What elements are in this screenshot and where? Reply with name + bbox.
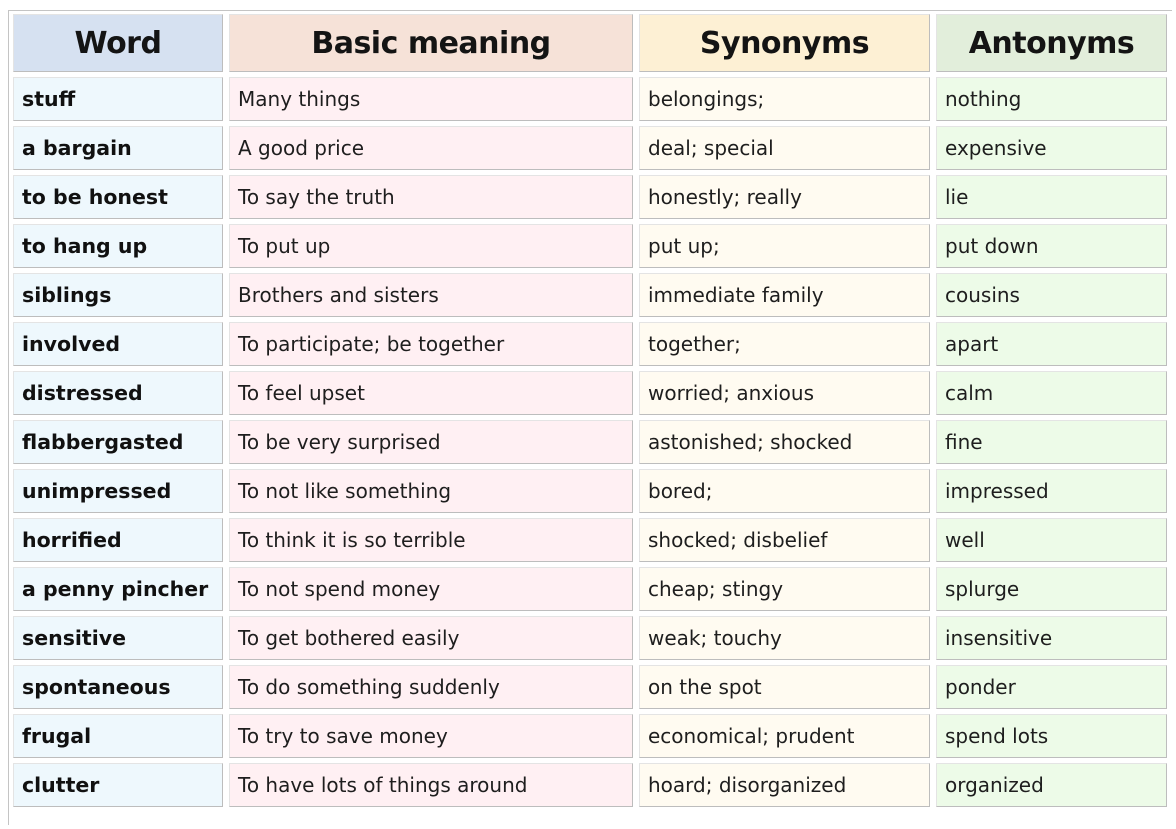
cell-antonyms: put down — [936, 224, 1167, 268]
table-row — [10, 516, 1170, 565]
header-antonyms: Antonyms — [936, 14, 1167, 72]
cell-synonyms: economical; prudent — [639, 714, 930, 758]
table-header — [10, 12, 1170, 75]
table-row — [10, 614, 1170, 663]
cell-word: flabbergasted — [13, 420, 223, 464]
cell-antonyms: fine — [936, 420, 1167, 464]
cell-synonyms: honestly; really — [639, 175, 930, 219]
cell-synonyms: worried; anxious — [639, 371, 930, 415]
table-row — [10, 320, 1170, 369]
header-synonyms: Synonyms — [639, 14, 930, 72]
cell-synonyms: shocked; disbelief — [639, 518, 930, 562]
cell-word: frugal — [13, 714, 223, 758]
cell-basic-meaning: To participate; be together — [229, 322, 633, 366]
table-body — [10, 75, 1170, 810]
cell-synonyms: cheap; stingy — [639, 567, 930, 611]
cell-synonyms: immediate family — [639, 273, 930, 317]
cell-synonyms: hoard; disorganized — [639, 763, 930, 807]
cell-word: sensitive — [13, 616, 223, 660]
cell-word: to hang up — [13, 224, 223, 268]
cell-basic-meaning: To try to save money — [229, 714, 633, 758]
cell-antonyms: well — [936, 518, 1167, 562]
cell-basic-meaning: Brothers and sisters — [229, 273, 633, 317]
cell-basic-meaning: To be very surprised — [229, 420, 633, 464]
cell-word: a penny pincher — [13, 567, 223, 611]
cell-antonyms: lie — [936, 175, 1167, 219]
cell-word: a bargain — [13, 126, 223, 170]
table-row — [10, 369, 1170, 418]
cell-synonyms: deal; special — [639, 126, 930, 170]
vocabulary-table — [10, 12, 1170, 810]
table-row — [10, 565, 1170, 614]
cell-synonyms: on the spot — [639, 665, 930, 709]
cell-antonyms: spend lots — [936, 714, 1167, 758]
cell-word: siblings — [13, 273, 223, 317]
cell-synonyms: weak; touchy — [639, 616, 930, 660]
cell-basic-meaning: A good price — [229, 126, 633, 170]
cell-word: distressed — [13, 371, 223, 415]
cell-basic-meaning: To put up — [229, 224, 633, 268]
cell-basic-meaning: To do something suddenly — [229, 665, 633, 709]
cell-basic-meaning: To have lots of things around — [229, 763, 633, 807]
cell-word: stuff — [13, 77, 223, 121]
cell-basic-meaning: To think it is so terrible — [229, 518, 633, 562]
cell-word: involved — [13, 322, 223, 366]
cell-antonyms: cousins — [936, 273, 1167, 317]
header-word: Word — [13, 14, 223, 72]
cell-word: spontaneous — [13, 665, 223, 709]
table-row — [10, 173, 1170, 222]
cell-basic-meaning: To not like something — [229, 469, 633, 513]
cell-synonyms: bored; — [639, 469, 930, 513]
cell-antonyms: organized — [936, 763, 1167, 807]
cell-antonyms: apart — [936, 322, 1167, 366]
header-basic-meaning: Basic meaning — [229, 14, 633, 72]
cell-synonyms: astonished; shocked — [639, 420, 930, 464]
cell-antonyms: expensive — [936, 126, 1167, 170]
cell-synonyms: together; — [639, 322, 930, 366]
table-row — [10, 271, 1170, 320]
cell-word: clutter — [13, 763, 223, 807]
table-row — [10, 712, 1170, 761]
cell-basic-meaning: Many things — [229, 77, 633, 121]
cell-word: horrified — [13, 518, 223, 562]
cell-basic-meaning: To not spend money — [229, 567, 633, 611]
cell-antonyms: ponder — [936, 665, 1167, 709]
cell-word: to be honest — [13, 175, 223, 219]
table-row — [10, 663, 1170, 712]
header-row — [10, 12, 1170, 75]
table-row — [10, 418, 1170, 467]
cell-antonyms: splurge — [936, 567, 1167, 611]
table-row — [10, 124, 1170, 173]
cell-antonyms: insensitive — [936, 616, 1167, 660]
table-row — [10, 222, 1170, 271]
table-row — [10, 75, 1170, 124]
cell-antonyms: nothing — [936, 77, 1167, 121]
cell-antonyms: calm — [936, 371, 1167, 415]
cell-basic-meaning: To get bothered easily — [229, 616, 633, 660]
cell-basic-meaning: To feel upset — [229, 371, 633, 415]
cell-synonyms: put up; — [639, 224, 930, 268]
table-row — [10, 467, 1170, 516]
table-row — [10, 761, 1170, 810]
cell-synonyms: belongings; — [639, 77, 930, 121]
cell-word: unimpressed — [13, 469, 223, 513]
cell-basic-meaning: To say the truth — [229, 175, 633, 219]
cell-antonyms: impressed — [936, 469, 1167, 513]
